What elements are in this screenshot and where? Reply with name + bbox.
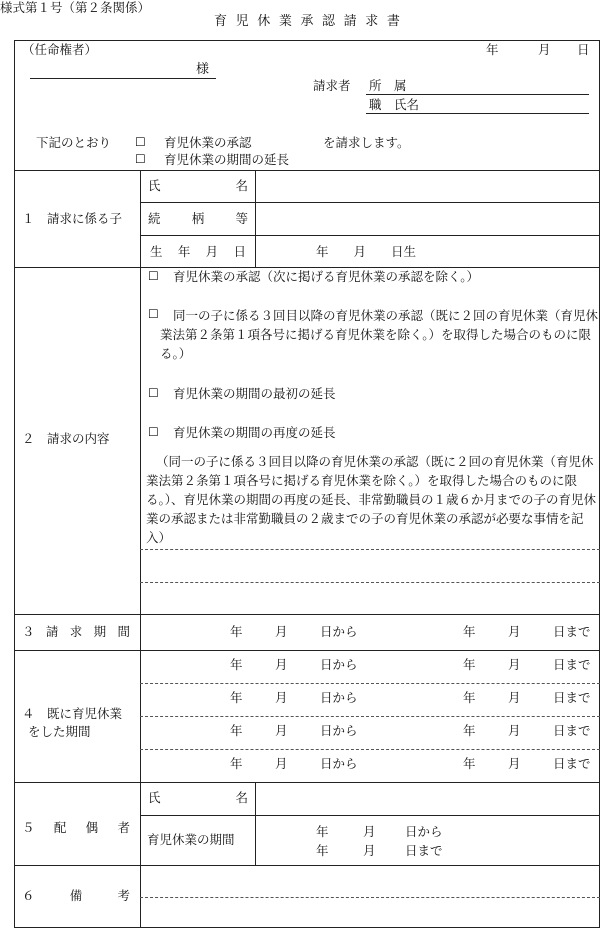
s5-leave-label: 育児休業の期間 [147, 832, 235, 847]
rule-s4-dash-b [140, 716, 600, 717]
s4-row-1-from-day: 日から [320, 657, 358, 672]
rule-s4-dash-c [140, 749, 600, 750]
appointer-underline [30, 78, 216, 79]
s5-from-day: 日から [405, 824, 443, 839]
s4-row-4-to-day: 日まで [553, 756, 591, 771]
s5-from-year: 年 [316, 824, 329, 839]
honorific: 様 [196, 62, 210, 77]
s2-checkbox-1[interactable]: ☐ [148, 269, 159, 283]
rule-s1-b [140, 235, 600, 236]
s3-to-year: 年 [463, 624, 476, 639]
s4-row-1-from-month: 月 [275, 657, 288, 672]
section6-label: ６ 備 考 [22, 888, 130, 903]
s2-checkbox-3[interactable]: ☐ [148, 386, 159, 400]
affiliation-label: 所 属 [369, 78, 407, 93]
appointer-label: （任命権者） [22, 42, 98, 57]
rule-s5-top [14, 782, 600, 783]
s4-row-3-from-month: 月 [275, 723, 288, 738]
option-extension: 育児休業の期間の延長 [164, 152, 290, 167]
rule-s6-dash [140, 897, 600, 898]
date-month: 月 [538, 42, 551, 57]
s3-from-month: 月 [275, 624, 288, 639]
rule-s1-top [14, 170, 600, 171]
s4-row-1-to-day: 日まで [553, 657, 591, 672]
s2-note: （同一の子に係る３回目以降の育児休業の承認（既に２回の育児休業（育児休業法第２条第１項各号に掲げる育児休業を除く。）を取得した場合のものに限る。）、育児休業の期間の再度の延長、非常勤職員の１歳６か月までの子の育児休業の承認または非常勤職員の２歳までの子の育児休業の承認が必要な事情を記入） [146, 454, 597, 545]
rule-s6-top [14, 865, 600, 866]
s2-option-2: 同一の子に係る３回目以降の育児休業の承認（既に２回の育児休業（育児休業法第２条第１項各号に掲げる育児休業を除く。）を取得した場合のものに限る。） [160, 308, 599, 361]
request-prefix: 下記のとおり [36, 135, 112, 150]
section4-label-line2: をした期間 [28, 724, 91, 739]
s4-row-4-from-year: 年 [230, 756, 243, 771]
s4-row-1-from-year: 年 [230, 657, 243, 672]
requester-label: 請求者 [313, 78, 351, 93]
s4-row-3-to-year: 年 [463, 723, 476, 738]
affiliation-underline [366, 94, 589, 95]
s4-row-2-from-year: 年 [230, 690, 243, 705]
s4-row-2-to-day: 日まで [553, 690, 591, 705]
divider-s1 [140, 170, 141, 267]
rule-s4-top [14, 650, 600, 651]
rule-s2-dash-b [140, 582, 600, 583]
form-number: 様式第１号（第２条関係） [0, 0, 151, 15]
s5-to-month: 月 [363, 843, 376, 858]
option-approval: 育児休業の承認 [164, 135, 252, 150]
s3-to-month: 月 [508, 624, 521, 639]
rule-s2-dash-a [140, 549, 600, 550]
section4-label-line1: ４ 既に育児休業 [22, 706, 123, 721]
divider-s1-inner [255, 170, 256, 267]
section2-label: ２ 請求の内容 [22, 431, 110, 446]
s4-row-3-from-year: 年 [230, 723, 243, 738]
s1-row-birthdate-label: 生 年 月 日 [150, 244, 246, 259]
rule-s1-a [140, 202, 600, 203]
s3-from-day: 日から [320, 624, 358, 639]
section5-label: ５ 配 偶 者 [22, 820, 130, 835]
s3-to-day: 日まで [553, 624, 591, 639]
position-name-underline [366, 113, 589, 114]
divider-s3 [140, 614, 141, 650]
divider-s2 [140, 267, 141, 614]
s4-row-1-to-month: 月 [508, 657, 521, 672]
s4-row-4-to-month: 月 [508, 756, 521, 771]
s4-row-1-to-year: 年 [463, 657, 476, 672]
date-year: 年 [486, 42, 499, 57]
s4-row-2-from-month: 月 [275, 690, 288, 705]
s5-name-label: 氏 名 [148, 790, 248, 805]
s4-row-2-to-year: 年 [463, 690, 476, 705]
s5-to-year: 年 [316, 843, 329, 858]
s1-row-relation-label: 続 柄 等 [148, 211, 248, 226]
section1-label: １ 請求に係る子 [22, 211, 123, 226]
s4-row-2-to-month: 月 [508, 690, 521, 705]
s4-row-3-from-day: 日から [320, 723, 358, 738]
s4-row-3-to-day: 日まで [553, 723, 591, 738]
s2-checkbox-2[interactable]: ☐ [148, 307, 159, 321]
s4-row-2-from-day: 日から [320, 690, 358, 705]
s2-option-1: 育児休業の承認（次に掲げる育児休業の承認を除く。） [173, 269, 480, 284]
s4-row-4-to-year: 年 [463, 756, 476, 771]
rule-s4-dash-a [140, 683, 600, 684]
rule-s3-top [14, 614, 600, 615]
checkbox-extension[interactable]: ☐ [135, 152, 146, 166]
section3-label: ３ 請 求 期 間 [22, 624, 130, 639]
divider-s5-inner [255, 782, 256, 865]
divider-s5 [140, 782, 141, 865]
rule-s2-top [14, 267, 600, 268]
position-name-label: 職 氏名 [369, 97, 420, 112]
checkbox-approval[interactable]: ☐ [135, 135, 146, 149]
s2-option-3: 育児休業の期間の最初の延長 [173, 386, 336, 401]
s2-checkbox-4[interactable]: ☐ [148, 425, 159, 439]
page-title: 育 児 休 業 承 認 請 求 書 [214, 14, 400, 29]
s4-row-4-from-month: 月 [275, 756, 288, 771]
s5-to-day: 日まで [405, 843, 443, 858]
date-day: 日 [577, 42, 590, 57]
s2-option-4: 育児休業の期間の再度の延長 [173, 425, 336, 440]
request-suffix: を請求します。 [323, 135, 410, 150]
s4-row-3-to-month: 月 [508, 723, 521, 738]
s4-row-4-from-day: 日から [320, 756, 358, 771]
s1-birthdate-value: 年 月 日生 [316, 244, 417, 259]
s1-row-name-label: 氏 名 [148, 178, 248, 193]
s3-from-year: 年 [230, 624, 243, 639]
rule-s5-a [140, 815, 600, 816]
s5-from-month: 月 [363, 824, 376, 839]
